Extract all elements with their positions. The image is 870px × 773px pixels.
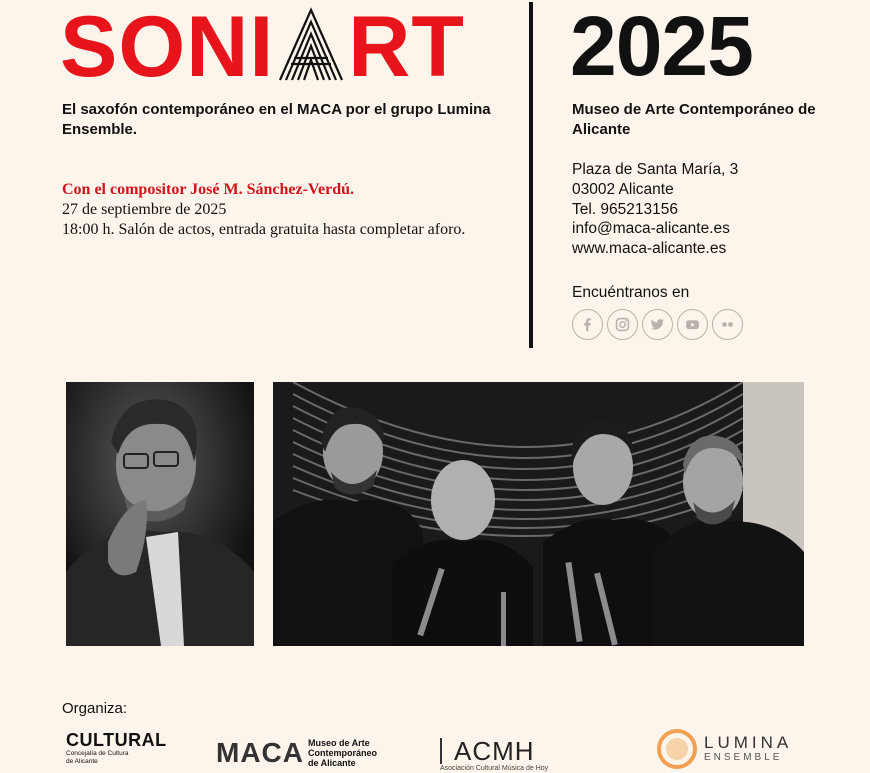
website-link[interactable]: www.maca-alicante.es <box>572 240 727 258</box>
phone: Tel. 965213156 <box>572 200 679 218</box>
email-link[interactable]: info@maca-alicante.es <box>572 220 730 238</box>
organiza-label: Organiza: <box>62 700 128 717</box>
postal-code: 03002 Alicante <box>572 180 674 198</box>
lumina-logo-sub: ENSEMBLE <box>704 752 783 763</box>
youtube-icon[interactable] <box>677 309 708 340</box>
lumina-logo-name: LUMINA <box>704 733 793 752</box>
composer-line: Con el compositor José M. Sánchez-Verdú. <box>62 181 354 198</box>
composer-photo <box>66 382 254 646</box>
event-subtitle: El saxofón contemporáneo en el MACA por el grupo Lumina Ensemble. <box>62 101 491 138</box>
acmh-logo-name: ACMH <box>440 738 548 764</box>
vertical-divider <box>529 2 533 348</box>
find-us-label: Encuéntranos en <box>572 284 690 301</box>
maca-sub-line1: Museo de Arte <box>308 738 370 748</box>
lumina-circle-icon <box>656 728 698 770</box>
cultural-logo-sub: Concejalía de Cultura de Alicante <box>66 750 129 765</box>
instagram-icon[interactable] <box>607 309 638 340</box>
social-icons <box>572 309 743 340</box>
event-info <box>62 180 482 240</box>
event-details: 18:00 h. Salón de actos, entrada gratuita hasta completar aforo. <box>62 221 466 238</box>
title-part-2: RT <box>348 0 465 95</box>
address: Plaza de Santa María, 3 <box>572 161 739 178</box>
acmh-logo-sub: Asociación Cultural Música de Hoy <box>440 765 549 772</box>
lumina-logo <box>656 728 792 770</box>
acmh-logo <box>440 738 548 773</box>
ensemble-photo <box>273 382 804 646</box>
title-part-1: SONI <box>60 0 275 95</box>
maca-logo <box>216 738 377 768</box>
maca-logo-name: MACA <box>216 737 304 768</box>
flickr-icon[interactable] <box>712 309 743 340</box>
facebook-icon[interactable] <box>572 309 603 340</box>
cultural-logo <box>66 730 167 766</box>
museum-name: Museo de Arte Contemporáneo de Alicante <box>572 101 816 138</box>
cultural-logo-name: CULTURAL <box>66 730 167 750</box>
striped-a-letter-logo <box>276 6 346 82</box>
maca-sub-line3: de Alicante <box>308 758 356 768</box>
contact-block <box>572 160 738 259</box>
year-heading: 2025 <box>570 0 753 93</box>
maca-sub-line2: Contemporáneo <box>308 748 378 758</box>
event-date: 27 de septiembre de 2025 <box>62 201 227 218</box>
maca-logo-sub <box>308 738 377 768</box>
twitter-icon[interactable] <box>642 309 673 340</box>
event-title <box>60 0 465 95</box>
